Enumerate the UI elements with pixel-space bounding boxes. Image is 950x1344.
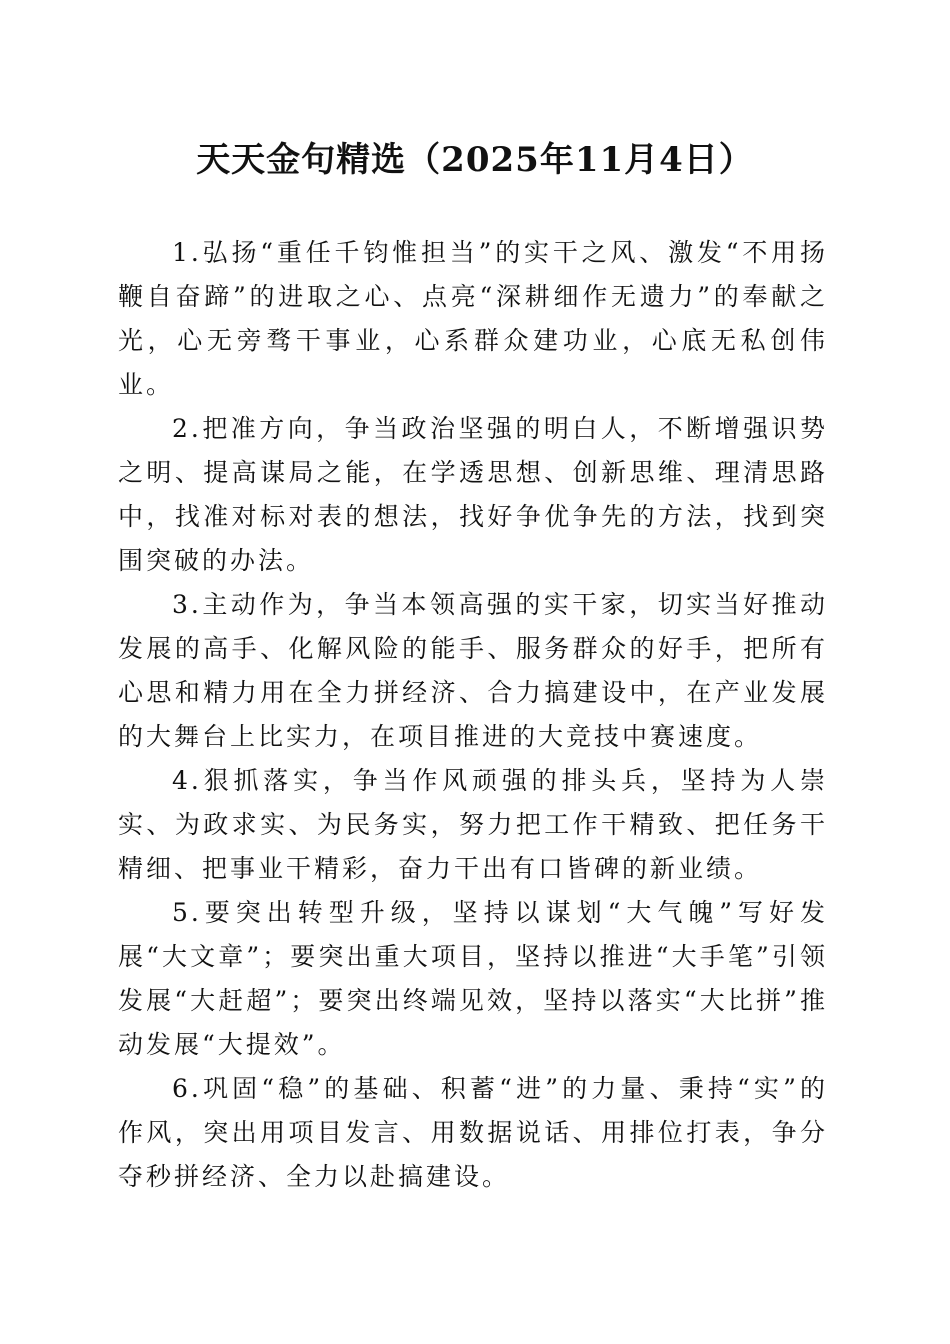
paragraph-5: 5.要突出转型升级，坚持以谋划“大气魄”写好发展“大文章”；要突出重大项目，坚持以推进“大手笔”引领发展“大赶超”；要突出终端见效，坚持以落实“大比拼”推动发展“大提效”。 bbox=[118, 898, 828, 1059]
paragraph-6: 6.巩固“稳”的基础、积蓄“进”的力量、秉持“实”的作风，突出用项目发言、用数据说话、用排位打表，争分夺秒拼经济、全力以赴搞建设。 bbox=[118, 1074, 828, 1191]
document-title: 天天金句精选（2025年11月4日） bbox=[196, 140, 754, 180]
paragraph-3: 3.主动作为，争当本领高强的实干家，切实当好推动发展的高手、化解风险的能手、服务群众的好手，把所有心思和精力用在全力拼经济、合力搞建设中，在产业发展的大舞台上比实力，在项目推进的大竞技中赛速度。 bbox=[118, 590, 828, 751]
paragraph-1: 1.弘扬“重任千钧惟担当”的实干之风、激发“不用扬鞭自奋蹄”的进取之心、点亮“深耕细作无遗力”的奉献之光，心无旁骛干事业，心系群众建功业，心底无私创伟业。 bbox=[118, 238, 828, 399]
paragraph-4: 4.狠抓落实，争当作风顽强的排头兵，坚持为人崇实、为政求实、为民务实，努力把工作干精致、把任务干精细、把事业干精彩，奋力干出有口皆碑的新业绩。 bbox=[118, 766, 828, 883]
paragraph-2: 2.把准方向，争当政治坚强的明白人，不断增强识势之明、提高谋局之能，在学透思想、创新思维、理清思路中，找准对标对表的想法，找好争优争先的方法，找到突围突破的办法。 bbox=[118, 414, 828, 575]
document-body bbox=[118, 231, 828, 1199]
